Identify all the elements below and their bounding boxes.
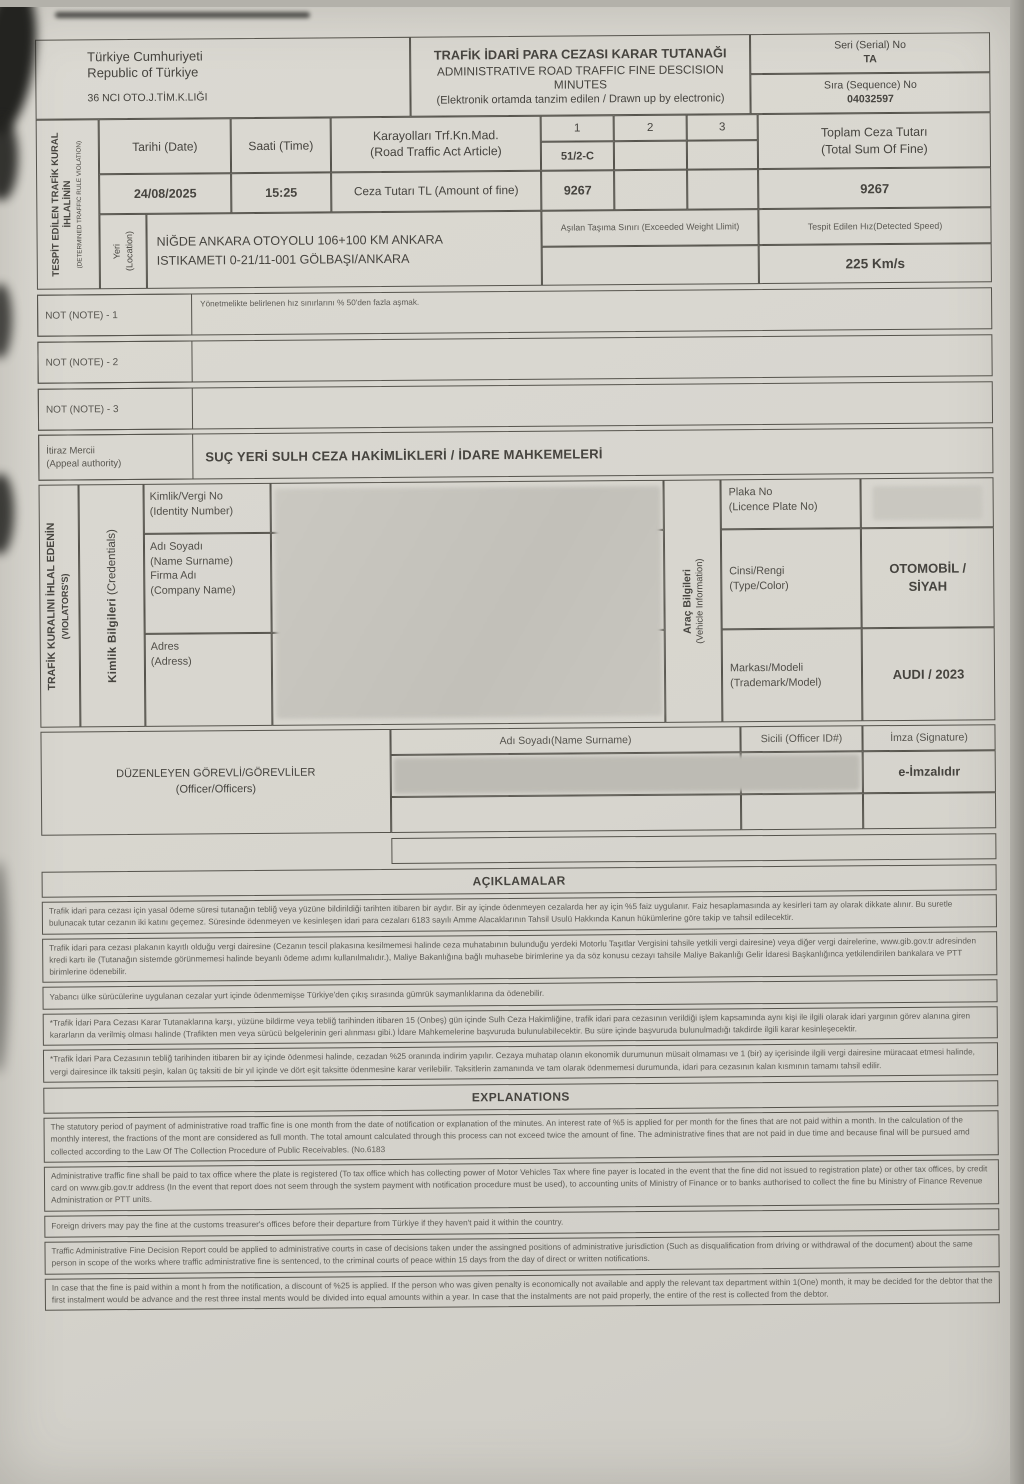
total-label bbox=[758, 112, 991, 169]
sequence-value: 04032597 bbox=[847, 93, 894, 106]
note-3-label: NOT (NOTE) - 3 bbox=[38, 388, 193, 431]
brand-label bbox=[722, 628, 863, 722]
appeal-label-tr: İtiraz Mercii bbox=[46, 444, 95, 457]
scan-smudge bbox=[0, 284, 12, 358]
form-title-en: ADMINISTRATIVE ROAD TRAFFIC FINE DESCISION MINUTES bbox=[436, 61, 724, 92]
violator-side-label-tr: TRAFİK KURALINI İHLAL EDENİN bbox=[45, 522, 59, 691]
amount-label: Ceza Tutarı TL (Amount of fine) bbox=[331, 171, 541, 213]
article-label-en: (Road Traffic Act Article) bbox=[370, 143, 502, 159]
article-col-2 bbox=[614, 115, 687, 171]
amount-value-3 bbox=[687, 169, 758, 210]
col2-header: 2 bbox=[614, 115, 687, 142]
signature-header: İmza (Signature) bbox=[862, 724, 995, 751]
address-label bbox=[145, 633, 273, 727]
name-label-l2: (Name Surname) bbox=[150, 554, 233, 568]
officer2-name-empty bbox=[391, 794, 741, 833]
type-color-label bbox=[721, 528, 862, 629]
serial-block bbox=[750, 32, 991, 114]
officers-label-tr: DÜZENLEYEN GÖREVLİ/GÖREVLİLER bbox=[116, 766, 316, 781]
location-label-en: (Location) bbox=[124, 231, 135, 272]
total-value: 9267 bbox=[758, 167, 991, 209]
type-color-label-en: (Type/Color) bbox=[729, 579, 789, 593]
location-value bbox=[146, 211, 542, 289]
redaction-blur bbox=[275, 486, 663, 719]
sequence-label: Sıra (Sequence) No bbox=[823, 79, 917, 92]
note-row-1 bbox=[37, 287, 992, 336]
officers-section bbox=[40, 724, 996, 835]
officer-name-header: Adı Soyadı(Name Surname) bbox=[390, 726, 740, 755]
total-label-tr: Toplam Ceza Tutarı bbox=[820, 124, 928, 140]
location-line2: ISTIKAMETI 0-21/11-001 GÖLBAŞI/ANKARA bbox=[156, 251, 410, 268]
note-row-3 bbox=[38, 381, 993, 430]
officers-side-label bbox=[40, 729, 391, 836]
violation-grid bbox=[99, 114, 759, 289]
name-label-l3: Firma Adı bbox=[150, 569, 197, 582]
violation-section bbox=[36, 112, 992, 289]
credentials-label-en: (Credentials) bbox=[105, 528, 118, 595]
plate-label-en: (Licence Plate No) bbox=[728, 500, 818, 513]
type-color-label-tr: Cinsi/Rengi bbox=[729, 565, 785, 578]
identity-label-tr: Kimlik/Vergi No bbox=[149, 490, 223, 503]
weight-block bbox=[541, 209, 759, 286]
scan-smudge bbox=[0, 474, 14, 554]
amount-value-2 bbox=[614, 170, 687, 211]
violation-side-label-tr: TESPİT EDİLEN TRAFİK KURAL İHLALİNİN bbox=[49, 132, 74, 277]
aciklamalar-paragraph-5: *Trafik İdari Para Cezasının tebliğ tarihinden itibaren bir ay içinde ödenmesi halinde, cezadan %25 oranında indirim yapılır. Cezaya muhatap olanın ekonomik durumunun müsait olmaması ve 1 (bir) ay içerisinde ilgili vergi dairesine müracaat etmesi halinde, vergi dairesince ilk taksiti peşin, kalan üç taksiti de bir yıl içinde ve dört eşit taksitte ödenmesine karar verilebilir. Taksitlerin zamanında ve tam olarak ödenmemesi durumunda, idari para cezasının kalan kısmının tamamı tahsil edilir. bbox=[43, 1043, 998, 1083]
explanations-paragraph-2: Administrative traffic fine shall be paid to tax office where the plate is registered (To tax office which has collecting power of Motor Vehicles Tax where fine payer is located in the event that the fine did not issued to registration plate) or other tax offices, by credit card on www.gib.gov.tr address (In the event that report does not seem through the system payment with notification procedure must be used), to accounting units of Ministry of Finance or to banks authorised to collect the fine bu Ministry of Finance Revenue Administration or PTT units. bbox=[44, 1159, 999, 1211]
scanned-paper bbox=[0, 6, 1012, 1484]
article-value-3 bbox=[687, 140, 758, 170]
note-row-2 bbox=[37, 334, 992, 383]
credentials-side-label bbox=[79, 484, 146, 728]
date-label: Tarihi (Date) bbox=[99, 118, 231, 174]
name-label-l1: Adı Soyadı bbox=[149, 540, 203, 553]
officers-label-en: (Officer/Officers) bbox=[175, 783, 257, 796]
explanations-paragraph-4: Traffic Administrative Fine Decision Report could be applied to administrative courts in case of decisions taken under the assingned positions of administrative jurisdiction (Such as disqualification from driving or withdrawal of the document) about the same person in scope of the works where traffic administrative fine is sentenced, to the criminal courts of peace within 15 days from the day of direct or written notifications. bbox=[44, 1234, 999, 1274]
note-1-value: Yönetmelikte belirlenen hız sınırlarını % 50'den fazla aşmak. bbox=[200, 297, 420, 309]
title-block bbox=[410, 34, 751, 117]
time-value: 15:25 bbox=[231, 172, 331, 213]
article-value-2 bbox=[614, 141, 687, 171]
totals-block bbox=[758, 112, 992, 284]
article-col-1 bbox=[541, 115, 614, 171]
explanations-paragraph-3: Foreign drivers may pay the fine at the customs treasurer's offices before their departure from Türkiye if they haven't paid it within the country. bbox=[44, 1208, 999, 1238]
serial-value: TA bbox=[863, 53, 877, 66]
identity-label-en: (Identity Number) bbox=[149, 504, 234, 518]
article-label-tr: Karayolları Trf.Kn.Mad. bbox=[372, 127, 499, 143]
issuer-country-en: Republic of Türkiye bbox=[87, 64, 199, 81]
traffic-fine-form bbox=[35, 32, 1000, 1311]
vehicle-label-tr: Araç Bilgileri bbox=[680, 568, 694, 634]
officers-table bbox=[390, 724, 996, 833]
form-header bbox=[35, 32, 991, 119]
vehicle-labels bbox=[720, 478, 862, 722]
scan-edge-top bbox=[0, 0, 1024, 7]
name-label-l4: (Company Name) bbox=[150, 583, 236, 597]
issuer-country-tr: Türkiye Cumhuriyeti bbox=[87, 48, 203, 65]
location-label bbox=[99, 214, 147, 289]
brand-text: AUDI / 2023 bbox=[892, 666, 965, 682]
address-label-tr: Adres bbox=[150, 640, 180, 653]
location-label-tr: Yeri bbox=[111, 243, 122, 260]
article-value-1: 51/2-C bbox=[541, 141, 614, 171]
plate-value-redacted bbox=[860, 477, 993, 528]
sequence-cell bbox=[750, 72, 990, 114]
brand-label-en: (Trademark/Model) bbox=[730, 676, 822, 689]
type-color-text: OTOMOBİL / SİYAH bbox=[889, 560, 967, 594]
type-color-value bbox=[861, 527, 995, 628]
date-value: 24/08/2025 bbox=[99, 173, 231, 214]
officer2-signature-empty bbox=[863, 792, 996, 829]
article-label bbox=[331, 116, 541, 173]
scan-smudge bbox=[55, 12, 310, 18]
aciklamalar-paragraph-1: Trafik idari para cezası için yasal ödeme süresi tutanağın tebliğ veya yüzüne bildirildiği tarihten itibaren bir aydır. Bir ay içinde ödenmeyen cezalarda her ay için %5 faiz uygulanır. Faiz hesaplamasında ay kesirleri tam ay olarak dikkate alınır. Bu suretle bulunacak tutar cezanın iki katını geçemez. Süresinde ödenmeyen ve kesinleşen idari para cezaları 6183 sayılı Amme Alacaklarının Tahsil Usulü Hakkında Kanun hükümlerine göre takip ve tahsil edilecektir. bbox=[42, 894, 997, 934]
signature-value: e-İmzalıdır bbox=[863, 750, 996, 793]
brand-value bbox=[862, 627, 996, 721]
officer-name-redaction-blur bbox=[394, 754, 860, 794]
appeal-label bbox=[38, 434, 193, 481]
col3-header: 3 bbox=[687, 114, 758, 141]
col1-header: 1 bbox=[541, 115, 614, 142]
serial-label: Seri (Serial) No bbox=[834, 39, 907, 52]
amount-value-1: 9267 bbox=[541, 170, 614, 211]
vehicle-side-label bbox=[663, 479, 722, 722]
time-label: Saati (Time) bbox=[231, 117, 331, 173]
credentials-labels bbox=[144, 483, 273, 727]
serial-cell bbox=[750, 32, 990, 74]
form-title-sub: (Elektronik ortamda tanzim edilen / Drawn up by electronic) bbox=[436, 91, 725, 107]
aciklamalar-paragraph-4: *Trafik İdari Para Cezası Karar Tutanaklarına karşı, yüzüne bildirme veya tebliğ tarihinden itibaren 15 (Onbeş) gün içinde Sulh Ceza Hakimliğine, trafik idari para cezasının verildiği işlem kapsamında aynı kişi ile ilgili olarak idari yargının görev alanına giren kararların da verilmiş olması halinde (Trafikten men veya sürücü belgelerinin geri alınması gibi.) İdare Mahkemelerine başvuruda bulunulabilecektir. Bu süre içinde başvuruda bulunulmadığı takdirde ilgili karar kesinleşecektir. bbox=[43, 1006, 998, 1046]
name-label bbox=[144, 533, 272, 634]
brand-label-tr: Markası/Modeli bbox=[729, 661, 804, 675]
issuer-unit: 36 NCI OTO.J.TİM.K.LIĞI bbox=[87, 90, 208, 104]
violator-side-label bbox=[39, 484, 81, 727]
explanations-paragraph-1: The statutory period of payment of administrative road traffic fine is one month from the date of notification or explanation of the minutes. An interest rate of %5 is applied for per month for the fines that are not paid within a month. In the calculation of the monthly interest, the fractions of the mont are considered as full month. The total amount calculated through this process can not exceed twice the amount of fine. The administrative fines that are not paid in due time and because final will be pursued amd collected according to the Law Of The Collection Procedure of Public Receivables. (No.6183 bbox=[43, 1110, 998, 1162]
address-label-en: (Adress) bbox=[150, 655, 192, 668]
scan-smudge bbox=[0, 862, 8, 1072]
explanations-header: EXPLANATIONS bbox=[43, 1080, 998, 1113]
appeal-label-en: (Appeal authority) bbox=[46, 458, 122, 470]
note-2-value bbox=[192, 334, 992, 382]
officer-id-header: Sicili (Officer ID#) bbox=[740, 725, 862, 752]
article-col-3 bbox=[687, 114, 758, 170]
appeal-row bbox=[38, 427, 993, 480]
note-3-value bbox=[193, 381, 993, 429]
plate-label bbox=[720, 478, 860, 529]
scan-smudge bbox=[0, 118, 18, 200]
note-2-label: NOT (NOTE) - 2 bbox=[37, 341, 192, 384]
appeal-value: SUÇ YERİ SULH CEZA HAKİMLİKLERİ / İDARE MAHKEMELERİ bbox=[205, 445, 603, 464]
officer2-id-empty bbox=[741, 793, 863, 830]
weight-value bbox=[542, 245, 759, 286]
violator-section bbox=[39, 477, 996, 727]
plate-label-tr: Plaka No bbox=[728, 485, 773, 499]
violation-side-label-en: (DETERMINED TRAFFIC RULE VIOLATION) bbox=[75, 140, 84, 269]
aciklamalar-paragraph-2: Trafik idari para cezası plakanın kayıtlı olduğu vergi dairesine (Cezanın tescil plakasına kesilmemesi halinde ceza muhatabının bulunduğu yerdeki Motorlu Taşıtlar Vergisini tahsile yetkili vergi dairesine) veya diğer vergi dairelerine, www.gib.gov.tr adresinden kredi kartı ile (Tutanağın sistemde görünmemesi halinde beyanlı ödeme adımı kullanılmalıdır.), Maliye Bakanlığına bağlı muhasebe birimlerine ya da söz konusu cezayı tahsile Maliye Bakanlığı Gelir İdaresi Başkanlığınca yetkilendirilen bankalara ve PTT birimlerine ödenebilir. bbox=[42, 931, 997, 983]
violation-side-label bbox=[36, 119, 100, 289]
issuer-block bbox=[35, 37, 411, 120]
total-label-en: (Total Sum Of Fine) bbox=[821, 141, 928, 157]
vehicle-values bbox=[860, 477, 995, 721]
location-line1: NİĞDE ANKARA OTOYOLU 106+100 KM ANKARA bbox=[156, 232, 444, 249]
aciklamalar-paragraph-3: Yabancı ülke sürücülerine uygulanan cezalar yurt içinde ödenmemişse Türkiye'den çıkış sırasında gümrük saymanlıklarına da ödenebilir. bbox=[42, 980, 997, 1010]
form-title-tr: TRAFİK İDARİ PARA CEZASI KARAR TUTANAĞI bbox=[433, 44, 727, 63]
vehicle-label-en: (Vehicle Information) bbox=[693, 558, 705, 644]
aciklamalar-header: AÇIKLAMALAR bbox=[42, 864, 997, 897]
credentials-label-tr: Kimlik Bilgileri bbox=[105, 597, 119, 683]
weight-label: Aşılan Taşıma Sınırı (Exceeded Weight Llimit) bbox=[541, 209, 758, 247]
speed-label: Tespit Edilen Hız(Detected Speed) bbox=[758, 207, 991, 245]
speed-value: 225 Km/s bbox=[759, 243, 992, 284]
explanations-paragraph-5: In case that the fine is paid within a mont h from the notification, a discount of %25 is applied. If the person who was given penalty is economically not available and apply the relevant tax department within 1(One) month, it may be decided for the debtor that the first instalment would be advance and the rest three instal ments would be divided into equal amounts within a year. In case that the instalments are not paid properly, the entire of the rest is collected from the debtor. bbox=[45, 1271, 1000, 1311]
scan-edge-right bbox=[1010, 0, 1024, 1484]
officers-extra-row bbox=[391, 833, 996, 864]
note-1-label: NOT (NOTE) - 1 bbox=[37, 294, 192, 337]
identity-label bbox=[144, 483, 271, 534]
violator-side-label-en: (VIOLATORS'S) bbox=[60, 573, 71, 639]
